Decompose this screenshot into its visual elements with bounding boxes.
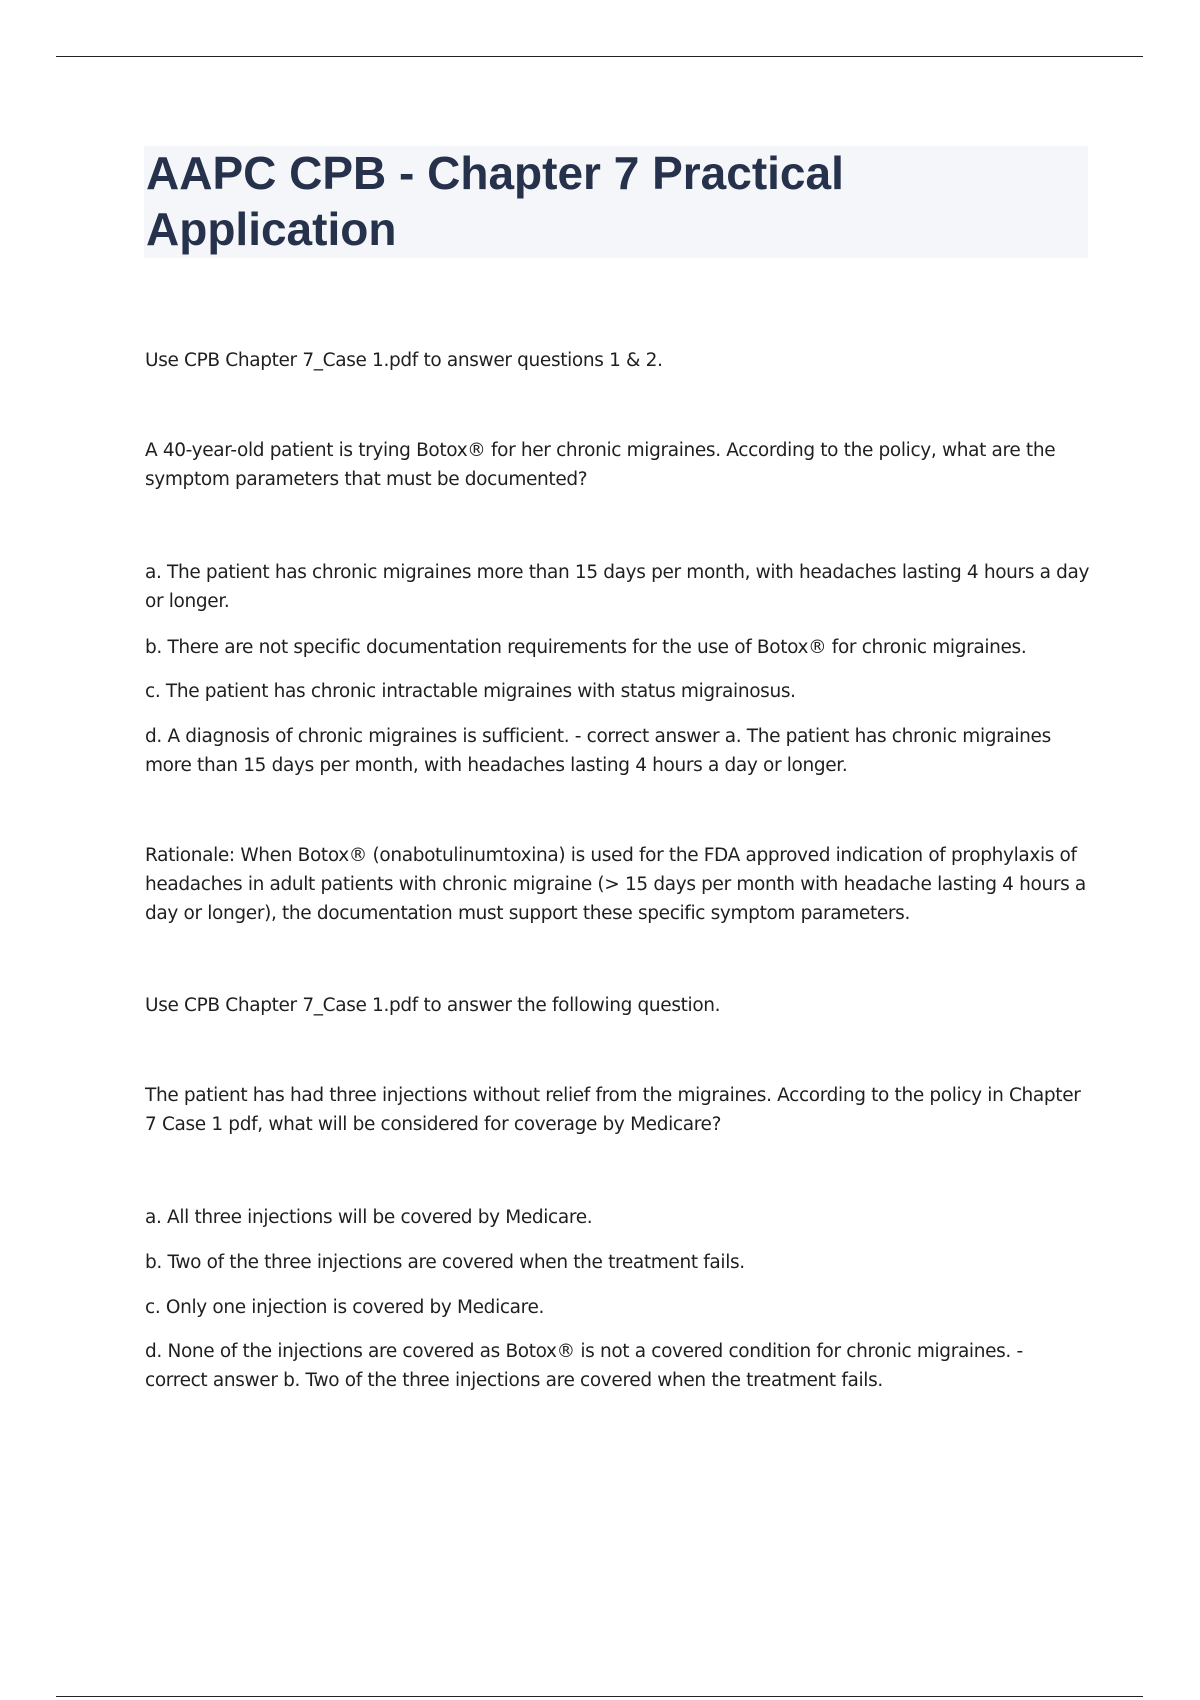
top-divider	[56, 56, 1143, 57]
question-1-options	[145, 558, 1090, 780]
option-b: b. There are not specific documentation requirements for the use of Botox® for chronic migraines.	[145, 637, 1027, 658]
option-b: b. Two of the three injections are covered when the treatment fails.	[145, 1252, 745, 1273]
bottom-divider	[56, 1696, 1143, 1697]
page-title: AAPC CPB - Chapter 7 Practical Application	[146, 147, 844, 255]
question-1-instruction: Use CPB Chapter 7_Case 1.pdf to answer questions 1 & 2.	[145, 350, 663, 371]
question-2-instruction: Use CPB Chapter 7_Case 1.pdf to answer the following question.	[145, 995, 721, 1016]
question-1-text: A 40-year-old patient is trying Botox® for her chronic migraines. According to the policy, what are the symptom parameters that must be documented?	[145, 440, 1056, 490]
question-1-rationale: Rationale: When Botox® (onabotulinumtoxina) is used for the FDA approved indication of prophylaxis of headaches in adult patients with chronic migraine (> 15 days per month with headache lasting 4 hours a day or longer), the documentation must support these specific symptom parameters.	[145, 845, 1086, 924]
question-2-options	[145, 1203, 1090, 1395]
option-c: c. Only one injection is covered by Medicare.	[145, 1297, 545, 1318]
option-a: a. All three injections will be covered by Medicare.	[145, 1207, 593, 1228]
option-a: a. The patient has chronic migraines more than 15 days per month, with headaches lasting 4 hours a day or longer.	[145, 562, 1090, 612]
option-d: d. None of the injections are covered as Botox® is not a covered condition for chronic migraines. - correct answer b. Two of the three injections are covered when the treatment fails.	[145, 1341, 1023, 1391]
option-d: d. A diagnosis of chronic migraines is sufficient. - correct answer a. The patient has chronic migraines more than 15 days per month, with headaches lasting 4 hours a day or longer.	[145, 726, 1051, 776]
option-c: c. The patient has chronic intractable migraines with status migrainosus.	[145, 681, 796, 702]
question-2-text: The patient has had three injections without relief from the migraines. According to the policy in Chapter 7 Case 1 pdf, what will be considered for coverage by Medicare?	[145, 1085, 1081, 1135]
